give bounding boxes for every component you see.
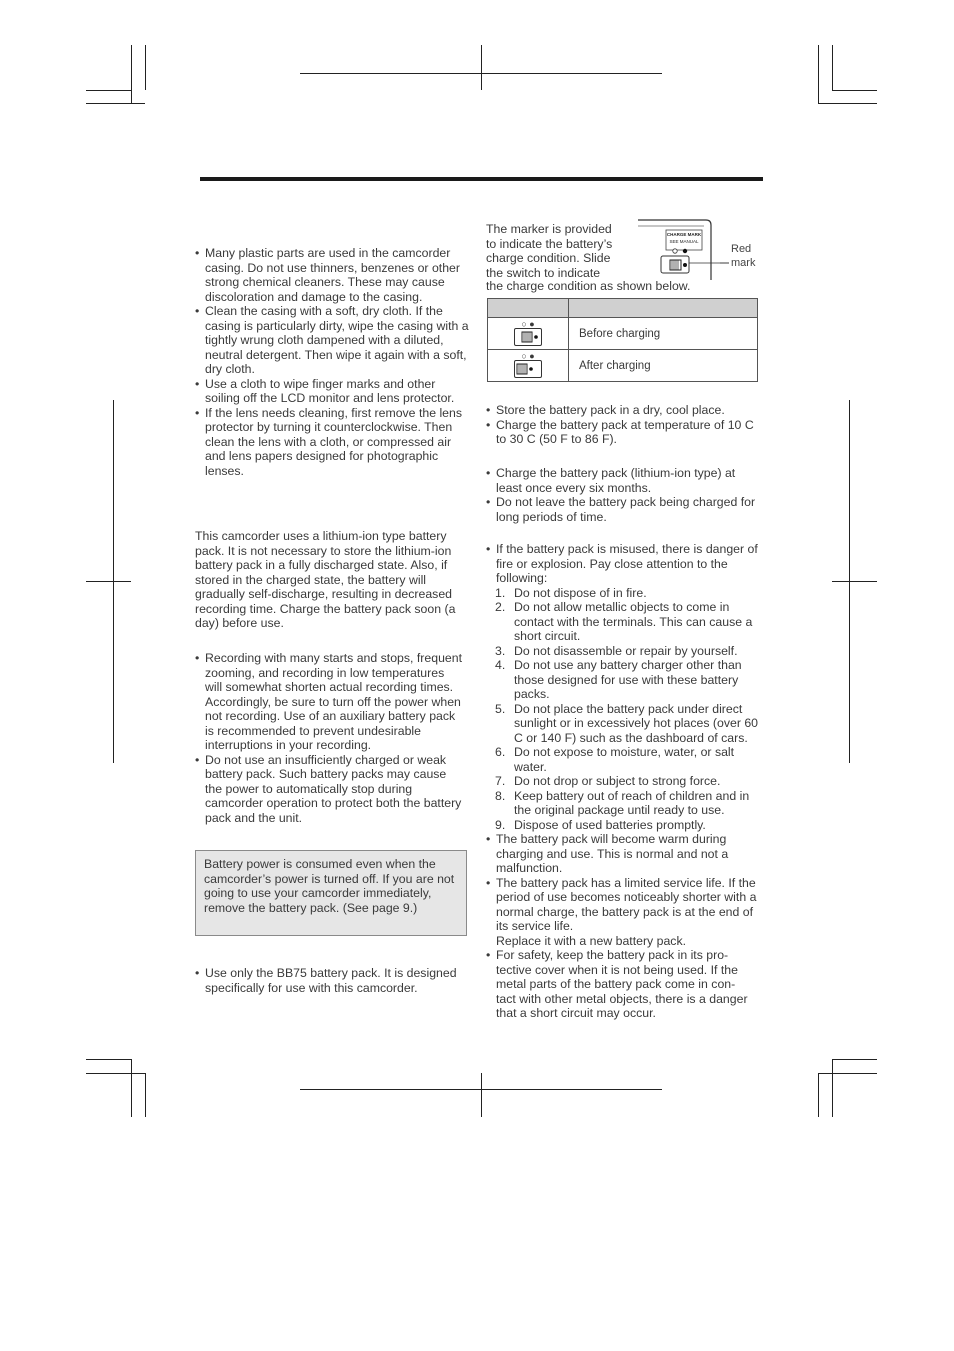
list-item: • Recording with many starts and stops, frequent zooming, and recording in low temperatures will somewhat shorten actual recording times. Accordingly, be sure to turn off the power when not recording. Use of an auxiliary battery pack is recommended to prevent undesirable interruptions in your recording. bbox=[195, 651, 462, 752]
list-item: • Charge the battery pack (lithium-ion type) at least once every six months. bbox=[486, 466, 736, 495]
numbered-list bbox=[486, 586, 760, 833]
numbered-item: 3. Do not disassemble or repair by yourself. bbox=[495, 643, 738, 658]
red-mark-line1: Red bbox=[731, 243, 752, 255]
list-item: • If the battery pack is misused, there is danger of fire or explosion. Pay close attention to the following: bbox=[486, 542, 758, 585]
marker-description-cont: the charge condition as shown below. bbox=[486, 279, 691, 293]
list-item: • If the lens needs cleaning, first remove the lens protector by turning it counterclockwise. Then clean the lens with a cloth, or compressed air and lens papers designed for photographic lenses. bbox=[195, 405, 463, 478]
battery-intro-text: This camcorder uses a lithium-ion type battery pack. It is not necessary to store the lithium-ion battery pack in a fully discharged state. Also, if stored in the charged state, the battery will gradually self-discharge, resulting in decreased recording time. Charge the battery pack soon (a day) before use. bbox=[195, 529, 456, 630]
numbered-item: 4. Do not use any battery charger other than those designed for use with these battery packs. bbox=[495, 658, 742, 701]
table-header-cell bbox=[488, 299, 569, 318]
safety-section bbox=[486, 542, 760, 1021]
table-header-cell bbox=[569, 299, 758, 318]
list-item: • For safety, keep the battery pack in its pro- tective cover when it is not being used. If the metal parts of the battery pack come in con- tact with other metal objects, there is a danger that a short circuit may occur. bbox=[486, 948, 748, 1020]
bb75-section bbox=[195, 966, 460, 995]
care-section bbox=[195, 246, 471, 478]
table-row bbox=[488, 350, 758, 382]
numbered-item: 8. Keep battery out of reach of children and in the original package until ready to use. bbox=[495, 788, 750, 817]
note-text: Battery power is consumed even when the camcorder’s power is turned off. If you are not going to use your camcorder immediately, remove the battery pack. (See page 9.) bbox=[204, 857, 455, 915]
header-rule bbox=[200, 177, 763, 181]
list-item-continuation: Replace it with a new battery pack. bbox=[496, 933, 687, 948]
note-box bbox=[195, 850, 467, 936]
table-row bbox=[488, 318, 758, 350]
list-item: • Do not leave the battery pack being charged for long periods of time. bbox=[486, 495, 756, 524]
list-item: • Use a cloth to wipe finger marks and other soiling off the LCD monitor and lens protector. bbox=[195, 376, 455, 405]
charging-section bbox=[486, 466, 758, 524]
list-item: • Store the battery pack in a dry, cool place. bbox=[486, 403, 725, 417]
list-item: • Many plastic parts are used in the camcorder casing. Do not use thinners, benzenes or other strong chemical cleaners. These may cause discoloration and damage to the casing. bbox=[195, 246, 460, 304]
after-charging-label: After charging bbox=[569, 350, 758, 382]
numbered-item: 5. Do not place the battery pack under direct sunlight or in excessively hot places (over 60 C or 140 F) such as the dashboard of cars. bbox=[495, 701, 759, 745]
list-item: • Clean the casing with a soft, dry cloth. If the casing is particularly dirty, wipe the casing with a tightly wrung cloth dampened with a diluted, neutral detergent. Then wipe it again with a soft, dry cloth. bbox=[195, 304, 469, 376]
charge-mark-label: CHARGE MARK bbox=[666, 232, 702, 237]
battery-intro bbox=[195, 529, 470, 631]
switch-after-charging-icon: ○ ● bbox=[488, 350, 569, 382]
numbered-item: 1. Do not dispose of in fire. bbox=[495, 585, 647, 600]
list-item: • Do not use an insufficiently charged or weak battery pack. Such battery packs may cause the power to automatically stop during camcorder operation to protect both the battery pack and the unit. bbox=[195, 752, 462, 825]
red-mark-label bbox=[731, 242, 755, 270]
switch-before-charging-icon: ○ ● bbox=[488, 318, 569, 350]
before-charging-label: Before charging bbox=[569, 318, 758, 350]
numbered-item: 9. Dispose of used batteries promptly. bbox=[495, 817, 706, 832]
recording-section bbox=[195, 651, 463, 825]
table-header-row bbox=[488, 299, 758, 318]
marker-text bbox=[486, 222, 624, 280]
charge-condition-table bbox=[487, 298, 758, 382]
marker-text-cont bbox=[486, 279, 726, 294]
numbered-item: 6. Do not expose to moisture, water, or salt water. bbox=[495, 745, 735, 774]
see-manual-label: SEE MANUAL bbox=[669, 239, 699, 244]
numbered-item: 2. Do not allow metallic objects to come in contact with the terminals. This can cause a short circuit. bbox=[495, 600, 753, 643]
list-item: • Charge the battery pack at temperature of 10 C to 30 C (50 F to 86 F). bbox=[486, 417, 754, 446]
storage-section bbox=[486, 403, 758, 447]
numbered-item: 7. Do not drop or subject to strong force. bbox=[495, 774, 721, 788]
red-mark-line2: mark bbox=[731, 257, 756, 269]
list-item: • The battery pack has a limited service life. If the period of use becomes noticeably shorter with a normal charge, the battery pack is at the end of its service life. bbox=[486, 875, 757, 933]
marker-description: The marker is provided to indicate the battery’s charge condition. Slide the switch to indicate bbox=[486, 222, 613, 280]
list-item: • The battery pack will become warm during charging and use. This is normal and not a malfunction. bbox=[486, 832, 729, 875]
list-item: • Use only the BB75 battery pack. It is designed specifically for use with this camcorder. bbox=[195, 966, 457, 995]
